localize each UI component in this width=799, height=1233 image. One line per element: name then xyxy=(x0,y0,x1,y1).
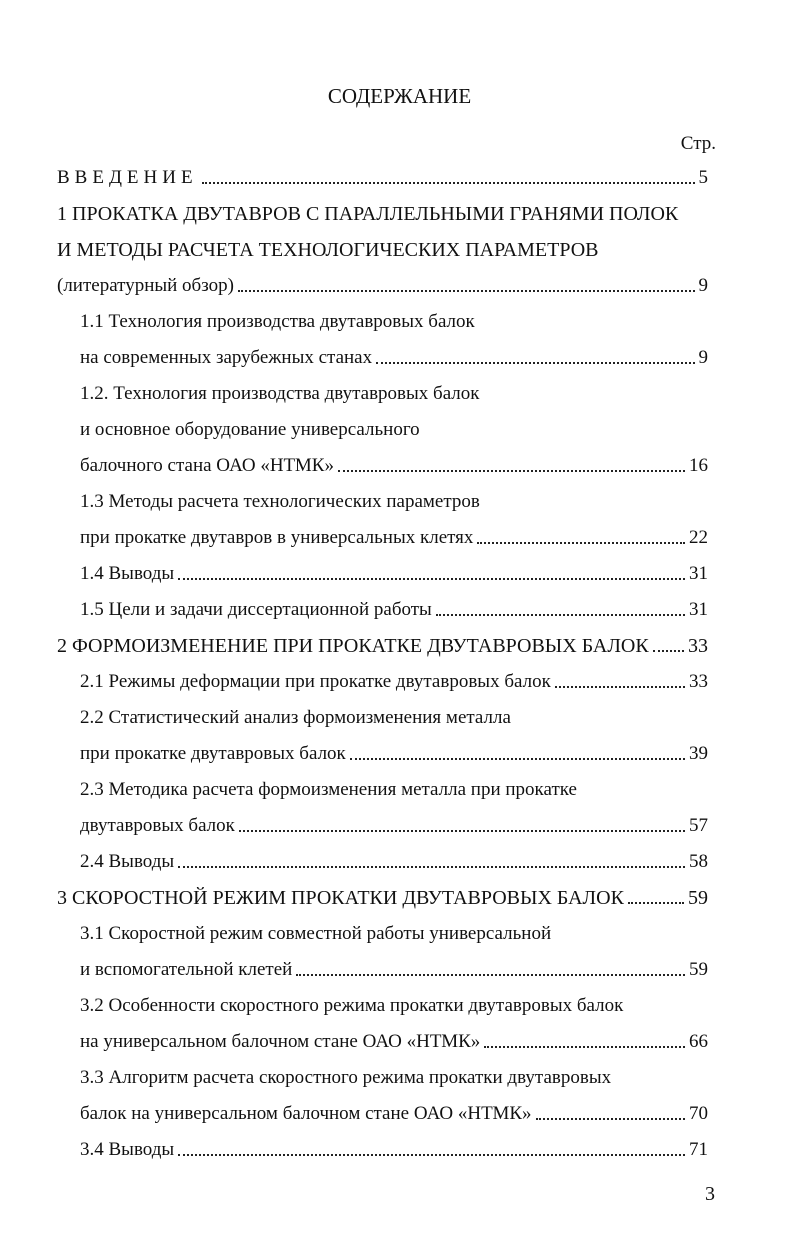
toc-entry-3-1-line-1 xyxy=(80,920,551,946)
toc-entry-chapter-2 xyxy=(57,632,708,658)
toc-entry-3-3-line-1 xyxy=(80,1064,611,1090)
toc-entry-page: 39 xyxy=(689,743,708,764)
toc-entry-page: 59 xyxy=(689,959,708,980)
toc-entry-2-1 xyxy=(80,668,708,694)
page-number: 3 xyxy=(705,1183,715,1205)
toc-entry-page: 9 xyxy=(698,275,708,296)
dot-leader xyxy=(536,1118,685,1120)
toc-entry-page: 57 xyxy=(689,815,708,836)
toc-entry-text: и вспомогательной клетей xyxy=(80,959,293,980)
toc-entry-1-2-line-1 xyxy=(80,380,480,406)
dot-leader xyxy=(436,614,685,616)
toc-entry-2-2-line-2 xyxy=(80,740,708,766)
toc-entry-page: 31 xyxy=(689,599,708,620)
toc-entry-page: 31 xyxy=(689,563,708,584)
dot-leader xyxy=(484,1046,685,1048)
dot-leader xyxy=(338,470,685,472)
toc-entry-page: 33 xyxy=(689,671,708,692)
dot-leader xyxy=(178,578,685,580)
toc-entry-page: 66 xyxy=(689,1031,708,1052)
toc-entry-1-5 xyxy=(80,596,708,622)
dot-leader xyxy=(555,686,685,688)
toc-entry-text: ВВЕДЕНИЕ xyxy=(57,167,198,188)
toc-entry-1-2-line-3 xyxy=(80,452,708,478)
toc-entry-page: 59 xyxy=(688,887,708,909)
toc-entry-chapter-1-line-3 xyxy=(57,272,708,298)
dot-leader xyxy=(178,1154,685,1156)
toc-entry-text: на современных зарубежных станах xyxy=(80,347,373,368)
toc-entry-page: 58 xyxy=(689,851,708,872)
toc-entry-3-4 xyxy=(80,1136,708,1162)
toc-entry-chapter-3 xyxy=(57,884,708,910)
dot-leader xyxy=(238,290,695,292)
toc-entry-3-2-line-2 xyxy=(80,1028,708,1054)
toc-entry-page: 33 xyxy=(688,635,708,657)
toc-entry-page: 70 xyxy=(689,1103,708,1124)
toc-entry-page: 5 xyxy=(698,167,708,188)
toc-entry-text: 3 СКОРОСТНОЙ РЕЖИМ ПРОКАТКИ ДВУТАВРОВЫХ БАЛОК xyxy=(57,887,624,909)
toc-entry-chapter-1-line-2 xyxy=(57,236,598,262)
toc-entry-text: 2.4 Выводы xyxy=(80,851,175,872)
dot-leader xyxy=(350,758,685,760)
toc-entry-1-3-line-2 xyxy=(80,524,708,550)
dot-leader xyxy=(477,542,685,544)
dot-leader xyxy=(296,974,685,976)
toc-entry-text: (литературный обзор) xyxy=(57,275,234,296)
toc-entry-page: 71 xyxy=(689,1139,708,1160)
toc-entry-text: 1.1 Технология производства двутавровых балок xyxy=(80,311,475,332)
toc-entry-text: 3.1 Скоростной режим совместной работы универсальной xyxy=(80,923,552,944)
dot-leader xyxy=(239,830,685,832)
toc-entry-3-3-line-2 xyxy=(80,1100,708,1126)
toc-entry-text: И МЕТОДЫ РАСЧЕТА ТЕХНОЛОГИЧЕСКИХ ПАРАМЕТРОВ xyxy=(57,239,599,261)
page-column-label: Стр. xyxy=(680,133,716,154)
toc-entry-text: 2.1 Режимы деформации при прокатке двутавровых балок xyxy=(80,671,551,692)
dot-leader xyxy=(653,650,684,652)
toc-entry-text: 1.2. Технология производства двутавровых балок xyxy=(80,383,480,404)
toc-entry-1-1-line-1 xyxy=(80,308,475,334)
toc-entry-text: 3.3 Алгоритм расчета скоростного режима прокатки двутавровых xyxy=(80,1067,612,1088)
toc-entry-2-3-line-2 xyxy=(80,812,708,838)
dot-leader xyxy=(628,902,684,904)
toc-entry-text: балок на универсальном балочном стане ОАО «НТМК» xyxy=(80,1103,532,1124)
toc-entry-chapter-1-line-1 xyxy=(57,200,678,226)
toc-entry-text: балочного стана ОАО «НТМК» xyxy=(80,455,334,476)
dot-leader xyxy=(376,362,694,364)
toc-entry-1-4 xyxy=(80,560,708,586)
toc-entry-text: 1.5 Цели и задачи диссертационной работы xyxy=(80,599,432,620)
toc-entry-text: и основное оборудование универсального xyxy=(80,419,420,440)
toc-entry-3-1-line-2 xyxy=(80,956,708,982)
toc-entry-2-4 xyxy=(80,848,708,874)
toc-entry-1-3-line-1 xyxy=(80,488,480,514)
toc-entry-text: 1 ПРОКАТКА ДВУТАВРОВ С ПАРАЛЛЕЛЬНЫМИ ГРАНЯМИ ПОЛОК xyxy=(57,203,679,225)
toc-entry-text: двутавровых балок xyxy=(80,815,235,836)
toc-entry-text: 2.2 Статистический анализ формоизменения металла xyxy=(80,707,511,728)
toc-entry-2-3-line-1 xyxy=(80,776,577,802)
page-title: СОДЕРЖАНИЕ xyxy=(327,84,472,108)
dot-leader xyxy=(178,866,685,868)
toc-entry-introduction xyxy=(57,164,708,190)
toc-entry-text: 1.3 Методы расчета технологических параметров xyxy=(80,491,480,512)
toc-entry-page: 9 xyxy=(698,347,708,368)
toc-entry-3-2-line-1 xyxy=(80,992,623,1018)
toc-entry-text: 2 ФОРМОИЗМЕНЕНИЕ ПРИ ПРОКАТКЕ ДВУТАВРОВЫХ БАЛОК xyxy=(57,635,649,657)
toc-entry-text: на универсальном балочном стане ОАО «НТМК» xyxy=(80,1031,481,1052)
dot-leader xyxy=(202,182,695,184)
toc-entry-text: 1.4 Выводы xyxy=(80,563,175,584)
toc-entry-text: 2.3 Методика расчета формоизменения металла при прокатке xyxy=(80,779,577,800)
toc-entry-page: 16 xyxy=(689,455,708,476)
toc-entry-text: при прокатке двутавровых балок xyxy=(80,743,346,764)
toc-entry-1-2-line-2 xyxy=(80,416,420,442)
toc-entry-2-2-line-1 xyxy=(80,704,511,730)
toc-entry-1-1-line-2 xyxy=(80,344,708,370)
toc-entry-text: 3.4 Выводы xyxy=(80,1139,175,1160)
toc-entry-text: при прокатке двутавров в универсальных клетях xyxy=(80,527,474,548)
toc-entry-page: 22 xyxy=(689,527,708,548)
toc-entry-text: 3.2 Особенности скоростного режима прокатки двутавровых балок xyxy=(80,995,624,1016)
